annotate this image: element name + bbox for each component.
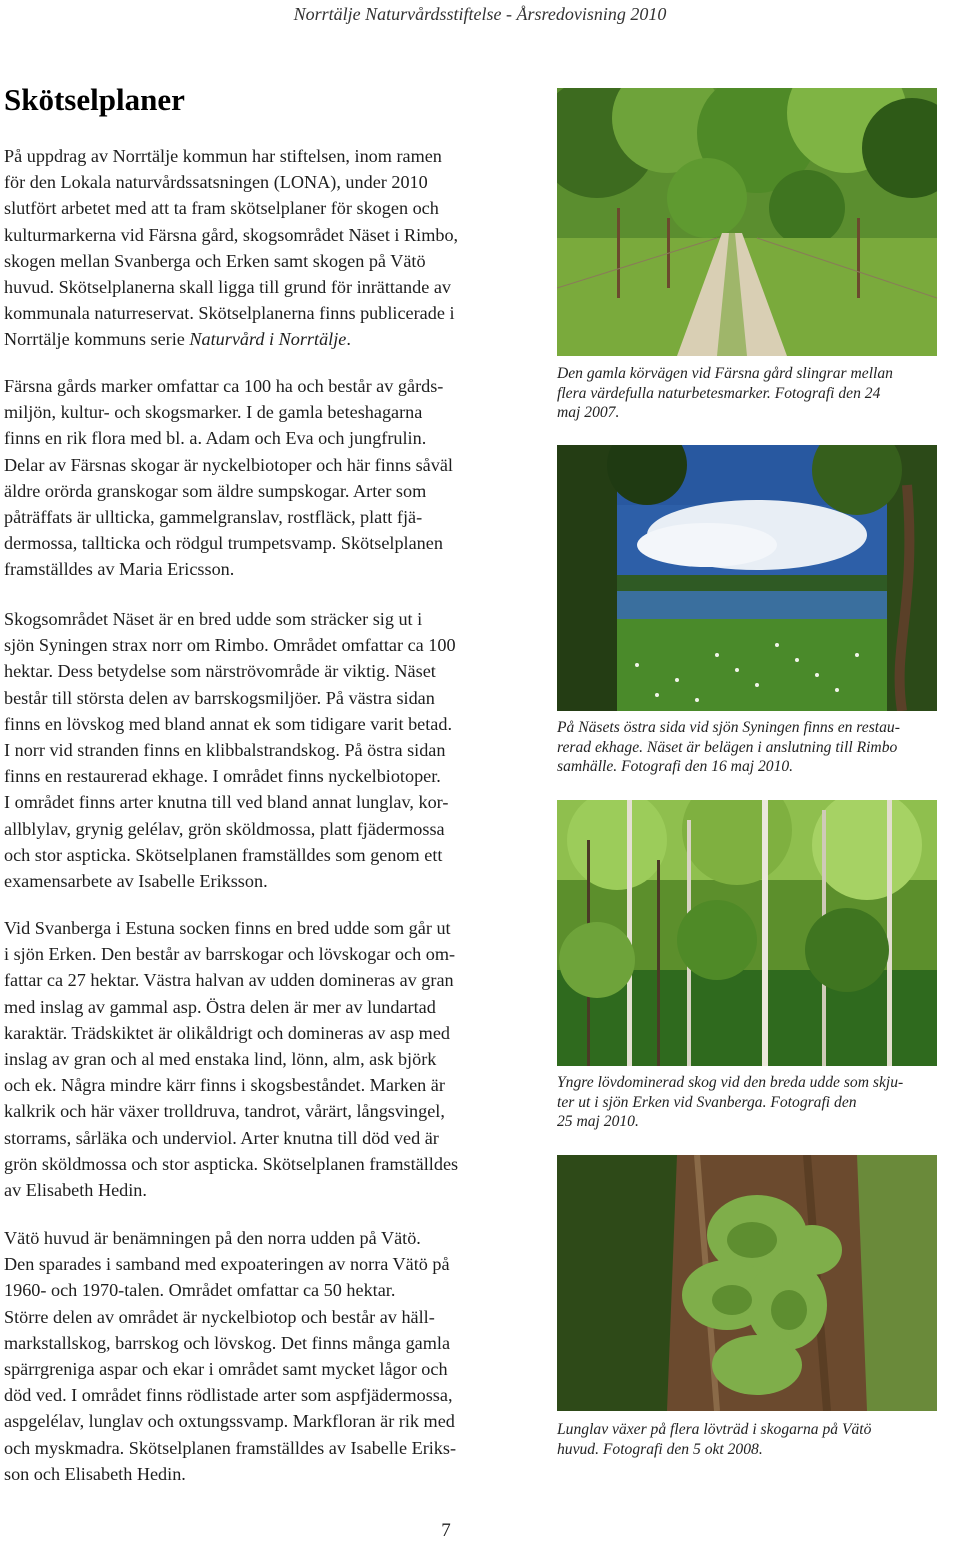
text-line: På uppdrag av Norrtälje kommun har stiftelsen, inom ramen	[4, 146, 442, 166]
text-line: huvud. Skötselplanerna skall ligga till grund för inrättande av	[4, 277, 452, 298]
text-line: allblylav, grynig gelélav, grön sköldmossa, platt fjädermossa	[4, 818, 445, 839]
text-line: och myskmadra. Skötselplanen framställdes av Isabelle Eriks-	[4, 1437, 457, 1458]
series-name: Naturvård i Norrtälje	[189, 329, 347, 350]
caption-line: Yngre lövdominerad skog vid den breda udde som skju-	[557, 1074, 904, 1091]
text-line: i sjön Erken. Den består av barrskogar och lövskogar och om-	[4, 944, 456, 965]
text-line: skogen mellan Svanberga och Erken samt skogen på Vätö	[4, 250, 426, 271]
text-line: kulturmarkerna vid Färsna gård, skogsområdet Näset i Rimbo,	[4, 224, 459, 245]
text-line: kalkrik och här växer trolldruva, tandrot, vårärt, långsvingel,	[4, 1101, 445, 1122]
caption-line: ter ut i sjön Erken vid Svanberga. Fotografi den	[557, 1093, 857, 1111]
text-line: Delar av Färsnas skogar är nyckelbiotoper och här finns såväl	[4, 454, 453, 475]
text-line: och stor aspticka. Skötselplanen framställdes som genom ett	[4, 844, 443, 865]
young-forest-image	[557, 800, 937, 1066]
text-line: dermossa, tallticka och rödgul trumpetsvamp. Skötselplanen	[4, 533, 443, 554]
text-line: äldre orörda granskogar som äldre sumpskogar. Arter som	[4, 480, 427, 501]
text-line: I området finns arter knutna till ved bland annat lunglav, kor-	[4, 792, 449, 813]
caption-line: samhälle. Fotografi den 16 maj 2010.	[557, 758, 794, 776]
text-line: 1960- och 1970-talen. Området omfattar ca 50 hektar.	[4, 1280, 396, 1301]
photo-lung-lichen	[557, 1155, 937, 1411]
caption-line: huvud. Fotografi den 5 okt 2008.	[557, 1440, 763, 1458]
text-line: Skogsområdet Näset är en bred udde som sträcker sig ut i	[4, 609, 423, 629]
text-line: Färsna gårds marker omfattar ca 100 ha och består av gårds-	[4, 376, 444, 396]
caption-oak-meadow	[557, 718, 945, 777]
running-header: Norrtälje Naturvårdsstiftelse - Årsredovisning 2010	[293, 4, 667, 24]
paragraph-vato	[4, 1225, 538, 1487]
text-span: Norrtälje kommuns serie	[4, 329, 190, 350]
text-line: storrams, sårläka och underviol. Arter knutna till död ved är	[4, 1127, 439, 1148]
paragraph-assignment	[4, 143, 538, 353]
text-line: fattar ca 27 hektar. Västra halvan av udden domineras av gran	[4, 970, 454, 991]
text-line: finns en restaurerad ekhage. I området finns nyckelbiotoper.	[4, 766, 441, 787]
text-line: påträffats är ullticka, gammelgranslav, rostfläck, platt fjä-	[4, 507, 423, 528]
text-line: kommunala naturreservat. Skötselplanerna finns publicerade i	[4, 303, 455, 324]
text-line: hektar. Dess betydelse som närströvområde är viktig. Näset	[4, 661, 436, 682]
caption-line: rerad ekhage. Näset är belägen i anslutning till Rimbo	[557, 738, 898, 756]
text-line: död ved. I området finns rödlistade arter som aspfjädermossa,	[4, 1385, 453, 1406]
text-line: miljön, kultur- och skogsmarker. I de gamla beteshagarna	[4, 402, 423, 423]
caption-line: Lunglav växer på flera lövträd i skogarna på Vätö	[557, 1421, 872, 1438]
text-line: grön sköldmossa och stor aspticka. Skötselplanen framställdes	[4, 1153, 459, 1174]
text-line: och ek. Några mindre kärr finns i skogsbeståndet. Marken är	[4, 1075, 445, 1096]
lung-lichen-image	[557, 1155, 937, 1411]
caption-lung-lichen	[557, 1420, 945, 1459]
text-line: Den sparades i samband med expoateringen av norra Vätö på	[4, 1254, 450, 1275]
text-line: Vätö huvud är benämningen på den norra udden på Vätö.	[4, 1228, 421, 1248]
page-number: 7	[441, 1520, 451, 1541]
oak-meadow-image	[557, 445, 937, 711]
text-line: för den Lokala naturvårdssatsningen (LONA), under 2010	[4, 172, 428, 193]
text-line: inslag av gran och al med enstaka lind, lönn, alm, ask björk	[4, 1049, 437, 1070]
page-title: Skötselplaner	[4, 82, 185, 117]
text-line: finns en lövskog med bland annat ek som tidigare varit betad.	[4, 713, 453, 734]
text-line: Större delen av området är nyckelbiotop och består av häll-	[4, 1306, 435, 1327]
text-line: markstallskog, barrskog och lövskog. Det finns många gamla	[4, 1332, 451, 1353]
caption-line: maj 2007.	[557, 404, 620, 422]
photo-young-forest	[557, 800, 937, 1066]
caption-farm-road	[557, 364, 945, 423]
text-line: spärrgreniga aspar och ekar i området samt mycket lågor och	[4, 1359, 448, 1380]
text-line: slutfört arbetet med att ta fram skötselplaner för skogen och	[4, 198, 439, 219]
caption-young-forest	[557, 1073, 945, 1132]
text-line: I norr vid stranden finns en klibbalstrandskog. På östra sidan	[4, 740, 446, 761]
caption-line: På Näsets östra sida vid sjön Syningen finns en restau-	[557, 719, 900, 736]
text-line: består till största delen av barrskogsmiljöer. På västra sidan	[4, 687, 435, 708]
caption-line: 25 maj 2010.	[557, 1113, 639, 1131]
text-line: son och Elisabeth Hedin.	[4, 1463, 186, 1484]
photo-oak-meadow	[557, 445, 937, 711]
caption-line: flera värdefulla naturbetesmarker. Fotografi den 24	[557, 384, 881, 402]
text-span: .	[346, 329, 351, 350]
text-line: examensarbete av Isabelle Eriksson.	[4, 871, 268, 892]
text-line: framställdes av Maria Ericsson.	[4, 559, 235, 580]
paragraph-farsna	[4, 373, 538, 583]
caption-line: Den gamla körvägen vid Färsna gård slingrar mellan	[557, 365, 893, 382]
text-line: Vid Svanberga i Estuna socken finns en bred udde som går ut	[4, 918, 451, 938]
text-line	[4, 326, 538, 352]
text-line: sjön Syningen strax norr om Rimbo. Området omfattar ca 100	[4, 635, 456, 656]
paragraph-naset	[4, 606, 538, 894]
farm-road-image	[557, 88, 937, 356]
text-line: av Elisabeth Hedin.	[4, 1180, 147, 1201]
paragraph-svanberga	[4, 915, 538, 1203]
text-line: aspgelélav, lunglav och oxtungssvamp. Markfloran är rik med	[4, 1411, 455, 1432]
text-line: karaktär. Trädskiktet är olikåldrigt och domineras av asp med	[4, 1022, 450, 1043]
text-line: med inslag av gammal asp. Östra delen är mer av lundartad	[4, 996, 436, 1017]
text-line: finns en rik flora med bl. a. Adam och Eva och jungfrulin.	[4, 428, 427, 449]
photo-farm-road	[557, 88, 937, 356]
